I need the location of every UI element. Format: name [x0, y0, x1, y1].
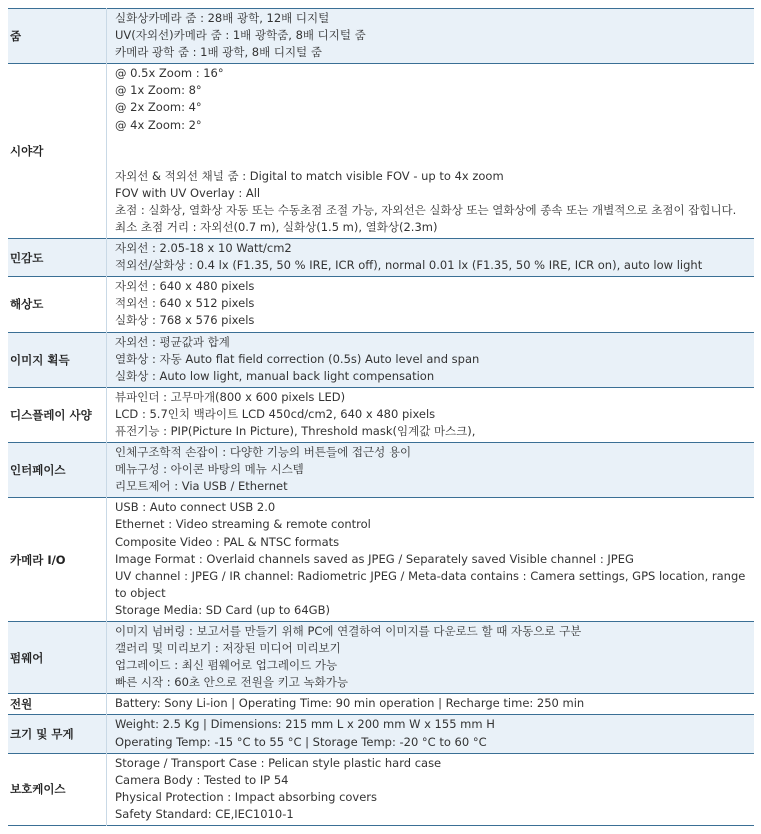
spec-value-line: 퓨전기능 : PIP(Picture In Picture), Threshold mask(임계값 마스크), — [115, 423, 476, 438]
spec-value — [107, 9, 755, 64]
spec-value-line: 자외선 & 적외선 채널 줌 : Digital to match visible FOV - up to 4x zoom — [115, 168, 504, 183]
spec-label: 해상도 — [8, 277, 107, 332]
spec-row — [8, 9, 754, 64]
spec-label: 보호케이스 — [8, 753, 107, 825]
spec-row — [8, 715, 754, 753]
spec-row — [8, 387, 754, 442]
spec-value-line: 자외선 : 평균값과 합계 — [115, 334, 230, 349]
spec-value-line: 갤러리 및 미리보기 : 저장된 미디어 미리보기 — [115, 641, 341, 656]
spec-value-line: Ethernet : Video streaming & remote control — [115, 517, 371, 532]
spec-label: 펌웨어 — [8, 622, 107, 694]
spec-value — [107, 715, 755, 753]
spec-label: 인터페이스 — [8, 443, 107, 498]
spec-row — [8, 332, 754, 387]
spec-value — [107, 387, 755, 442]
spec-value — [107, 277, 755, 332]
spec-value-line: 실화상 : Auto low light, manual back light compensation — [115, 368, 435, 383]
spec-label: 디스플레이 사양 — [8, 387, 107, 442]
spec-row — [8, 277, 754, 332]
spec-row — [8, 753, 754, 825]
spec-value — [107, 64, 755, 239]
spec-value-line: @ 2x Zoom: 4° — [115, 100, 202, 115]
spec-value-line: USB : Auto connect USB 2.0 — [115, 500, 276, 515]
spec-value-line: 빠른 시작 : 60초 안으로 전원을 키고 녹화가능 — [115, 675, 348, 690]
spec-value-line: 적외선 : 640 x 512 pixels — [115, 296, 255, 311]
spec-value-line: 메뉴구성 : 아이콘 바탕의 메뉴 시스템 — [115, 462, 304, 477]
spec-value-line: 최소 초점 거리 : 자외선(0.7 m), 실화상(1.5 m), 열화상(2.3m) — [115, 219, 438, 234]
spec-value-line: 실화상카메라 줌 : 28배 광학, 12배 디지털 — [115, 11, 330, 25]
spec-row — [8, 622, 754, 694]
spec-row — [8, 64, 754, 239]
spec-value-line: Composite Video : PAL & NTSC formats — [115, 534, 340, 549]
spec-table-body — [8, 9, 754, 826]
spec-value-line: UV(자외선)카메라 줌 : 1배 광학줌, 8배 디지털 줌 — [115, 28, 366, 43]
spec-value-line: @ 0.5x Zoom : 16° — [115, 66, 224, 81]
spec-row — [8, 498, 754, 622]
spec-value-line: LCD : 5.7인치 백라이트 LCD 450cd/cm2, 640 x 480 pixels — [115, 406, 436, 421]
spec-label: 전원 — [8, 694, 107, 715]
spec-value — [107, 753, 755, 825]
spec-value-line: Battery: Sony Li-ion | Operating Time: 90 min operation | Recharge time: 250 min — [115, 696, 585, 711]
spec-row — [8, 443, 754, 498]
spec-label: 카메라 I/O — [8, 498, 107, 622]
spec-value-line: FOV with UV Overlay : All — [115, 185, 261, 200]
spec-value-line — [115, 151, 750, 168]
spec-value — [107, 239, 755, 277]
spec-value-line: 초점 : 실화상, 열화상 자동 또는 수동초점 조절 가능, 자외선은 실화상 또는 열화상에 종속 또는 개별적으로 초점이 잡힙니다. — [115, 202, 737, 217]
spec-value-line: @ 1x Zoom: 8° — [115, 83, 202, 98]
spec-label: 이미지 획득 — [8, 332, 107, 387]
spec-value — [107, 498, 755, 622]
spec-value-line: Physical Protection : Impact absorbing covers — [115, 789, 378, 804]
spec-value-line: 실화상 : 768 x 576 pixels — [115, 313, 255, 328]
spec-value-line: @ 4x Zoom: 2° — [115, 117, 202, 132]
spec-value-line: Storage / Transport Case : Pelican style plastic hard case — [115, 755, 442, 770]
spec-value-line: UV channel : JPEG / IR channel: Radiometric JPEG / Meta-data contains : Camera settings, GPS location, range to object — [115, 568, 746, 600]
spec-value-line: Safety Standard: CE,IEC1010-1 — [115, 806, 294, 821]
spec-value-line: 열화상 : 자동 Auto flat field correction (0.5s) Auto level and span — [115, 351, 480, 366]
spec-value-line: 업그레이드 : 최신 펌웨어로 업그레이드 가능 — [115, 658, 338, 673]
spec-value-line: Image Format : Overlaid channels saved as JPEG / Separately saved Visible channel : JPEG — [115, 551, 634, 566]
spec-value-line: 인체구조학적 손잡이 : 다양한 기능의 버튼들에 접근성 용이 — [115, 445, 412, 460]
spec-value-line: 뷰파인더 : 고무마개(800 x 600 pixels LED) — [115, 389, 346, 404]
spec-value-line — [115, 134, 750, 151]
spec-value — [107, 694, 755, 715]
spec-value-line: 카메라 광학 줌 : 1배 광학, 8배 디지털 줌 — [115, 45, 322, 60]
spec-value-line: 적외선/살화상 : 0.4 lx (F1.35, 50 % IRE, ICR off), normal 0.01 lx (F1.35, 50 % IRE, ICR on), auto low light — [115, 258, 703, 273]
spec-row — [8, 694, 754, 715]
spec-value-line: Storage Media: SD Card (up to 64GB) — [115, 602, 330, 617]
spec-value-line: 자외선 : 640 x 480 pixels — [115, 279, 255, 294]
spec-label: 크기 및 무게 — [8, 715, 107, 753]
spec-value — [107, 332, 755, 387]
spec-value-line: Camera Body : Tested to IP 54 — [115, 772, 289, 787]
spec-label: 시야각 — [8, 64, 107, 239]
spec-value-line: 이미지 넘버링 : 보고서를 만들기 위해 PC에 연결하여 이미지를 다운로드 할 때 자동으로 구분 — [115, 624, 582, 638]
spec-table — [8, 8, 754, 826]
spec-label: 민감도 — [8, 239, 107, 277]
spec-label: 줌 — [8, 9, 107, 64]
spec-value-line: Operating Temp: -15 °C to 55 °C | Storage Temp: -20 °C to 60 °C — [115, 734, 487, 749]
spec-value-line: 자외선 : 2.05-18 x 10 Watt/cm2 — [115, 241, 292, 256]
spec-value-line: Weight: 2.5 Kg | Dimensions: 215 mm L x 200 mm W x 155 mm H — [115, 717, 495, 732]
spec-value — [107, 443, 755, 498]
spec-value-line: 리모트제어 : Via USB / Ethernet — [115, 479, 288, 494]
spec-value — [107, 622, 755, 694]
spec-row — [8, 239, 754, 277]
